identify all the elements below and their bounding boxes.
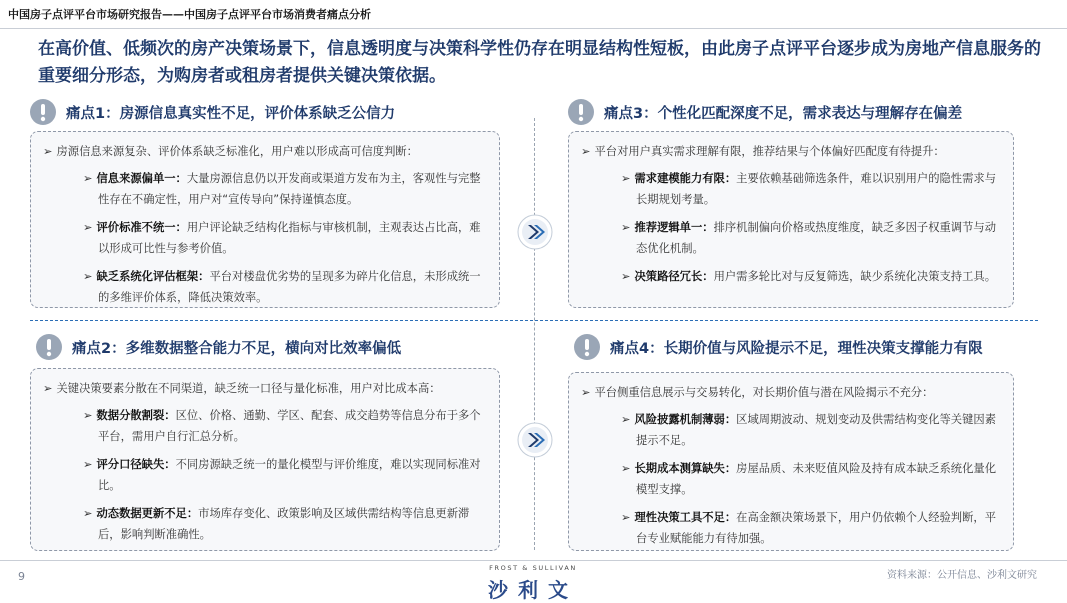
alert-icon <box>36 334 62 360</box>
pain-point-1-header <box>30 97 395 127</box>
vertical-divider <box>534 118 535 550</box>
pain-point-4-item-2: ➢ 长期成本测算缺失：房屋品质、未来贬值风险及持有成本缺乏系统化量化模型支撑。 <box>621 462 996 496</box>
pain-point-1-title: 痛点1：房源信息真实性不足，评价体系缺乏公信力 <box>66 105 396 122</box>
alert-icon <box>568 99 594 125</box>
header-divider <box>0 28 1067 29</box>
pain-point-1-item-1: ➢ 信息来源偏单一：大量房源信息仍以开发商或渠道方发布为主，客观性与完整性存在不确定性，用户对“宣传导向”保持谨慎态度。 <box>83 172 481 206</box>
pain-point-4-box <box>568 372 1014 551</box>
horizontal-divider <box>30 320 1038 321</box>
pain-point-3-box <box>568 131 1014 308</box>
pain-point-3-title: 痛点3：个性化匹配深度不足，需求表达与理解存在偏差 <box>604 105 963 122</box>
logo-subtitle: FROST & SULLIVAN <box>489 564 577 572</box>
pain-point-4-item-1: ➢ 风险披露机制薄弱：区域周期波动、规划变动及供需结构变化等关键因素提示不足。 <box>621 413 996 447</box>
pain-point-4-header <box>574 332 983 362</box>
alert-icon <box>30 99 56 125</box>
source-note: 资料来源：公开信息、沙利文研究 <box>887 570 1037 581</box>
page-number: 9 <box>18 570 25 583</box>
alert-icon <box>574 334 600 360</box>
pain-point-4-item-3: ➢ 理性决策工具不足：在高金额决策场景下，用户仍依赖个人经验判断，平台专业赋能能力有待加强。 <box>621 511 996 545</box>
logo: 沙利文 <box>488 578 578 602</box>
pain-point-4-title: 痛点4：长期价值与风险提示不足，理性决策支撑能力有限 <box>610 340 983 357</box>
pain-point-1-box <box>30 131 500 308</box>
pain-point-3-item-3: ➢ 决策路径冗长：用户需多轮比对与反复筛选，缺少系统化决策支持工具。 <box>621 270 996 283</box>
pain-point-2-box <box>30 368 500 551</box>
next-arrow-icon <box>517 214 553 250</box>
pain-point-2-header <box>36 332 401 362</box>
pain-point-2-item-2: ➢ 评分口径缺失：不同房源缺乏统一的量化模型与评价维度，难以实现同标准对比。 <box>83 458 481 492</box>
pain-point-3-header <box>568 97 962 127</box>
pain-point-2-title: 痛点2：多维数据整合能力不足，横向对比效率偏低 <box>72 340 402 357</box>
pain-point-1-item-2: ➢ 评价标准不统一：用户评论缺乏结构化指标与审核机制，主观表达占比高，难以形成可比性与参考价值。 <box>83 221 481 255</box>
pain-point-1-intro: ➢ 房源信息来源复杂、评价体系缺乏标准化，用户难以形成高可信度判断： <box>43 145 418 158</box>
pain-point-1-item-3: ➢ 缺乏系统化评估框架：平台对楼盘优劣势的呈现多为碎片化信息，未形成统一的多维评价体系，降低决策效率。 <box>83 270 481 304</box>
next-arrow-icon <box>517 422 553 458</box>
headline: 在高价值、低频次的房产决策场景下，信息透明度与决策科学性仍存在明显结构性短板，由此房子点评平台逐步成为房地产信息服务的重要细分形态，为购房者或租房者提供关键决策依据。 <box>38 39 1041 86</box>
pain-point-3-item-2: ➢ 推荐逻辑单一：排序机制偏向价格或热度维度，缺乏多因子权重调节与动态优化机制。 <box>621 221 996 255</box>
pain-point-3-intro: ➢ 平台对用户真实需求理解有限，推荐结果与个体偏好匹配度有待提升： <box>581 145 945 158</box>
report-title: 中国房子点评平台市场研究报告——中国房子点评平台市场消费者痛点分析 <box>8 8 371 21</box>
pain-point-3-item-1: ➢ 需求建模能力有限：主要依赖基础筛选条件，难以识别用户的隐性需求与长期规划考量。 <box>621 172 996 206</box>
pain-point-2-item-3: ➢ 动态数据更新不足：市场库存变化、政策影响及区域供需结构等信息更新滞后，影响判断准确性。 <box>83 507 470 541</box>
pain-point-2-item-1: ➢ 数据分散割裂：区位、价格、通勤、学区、配套、成交趋势等信息分布于多个平台，需用户自行汇总分析。 <box>83 409 481 443</box>
pain-point-4-intro: ➢ 平台侧重信息展示与交易转化，对长期价值与潜在风险揭示不充分： <box>581 386 934 399</box>
pain-point-2-intro: ➢ 关键决策要素分散在不同渠道，缺乏统一口径与量化标准，用户对比成本高： <box>43 382 441 395</box>
footer-divider <box>0 560 1067 561</box>
